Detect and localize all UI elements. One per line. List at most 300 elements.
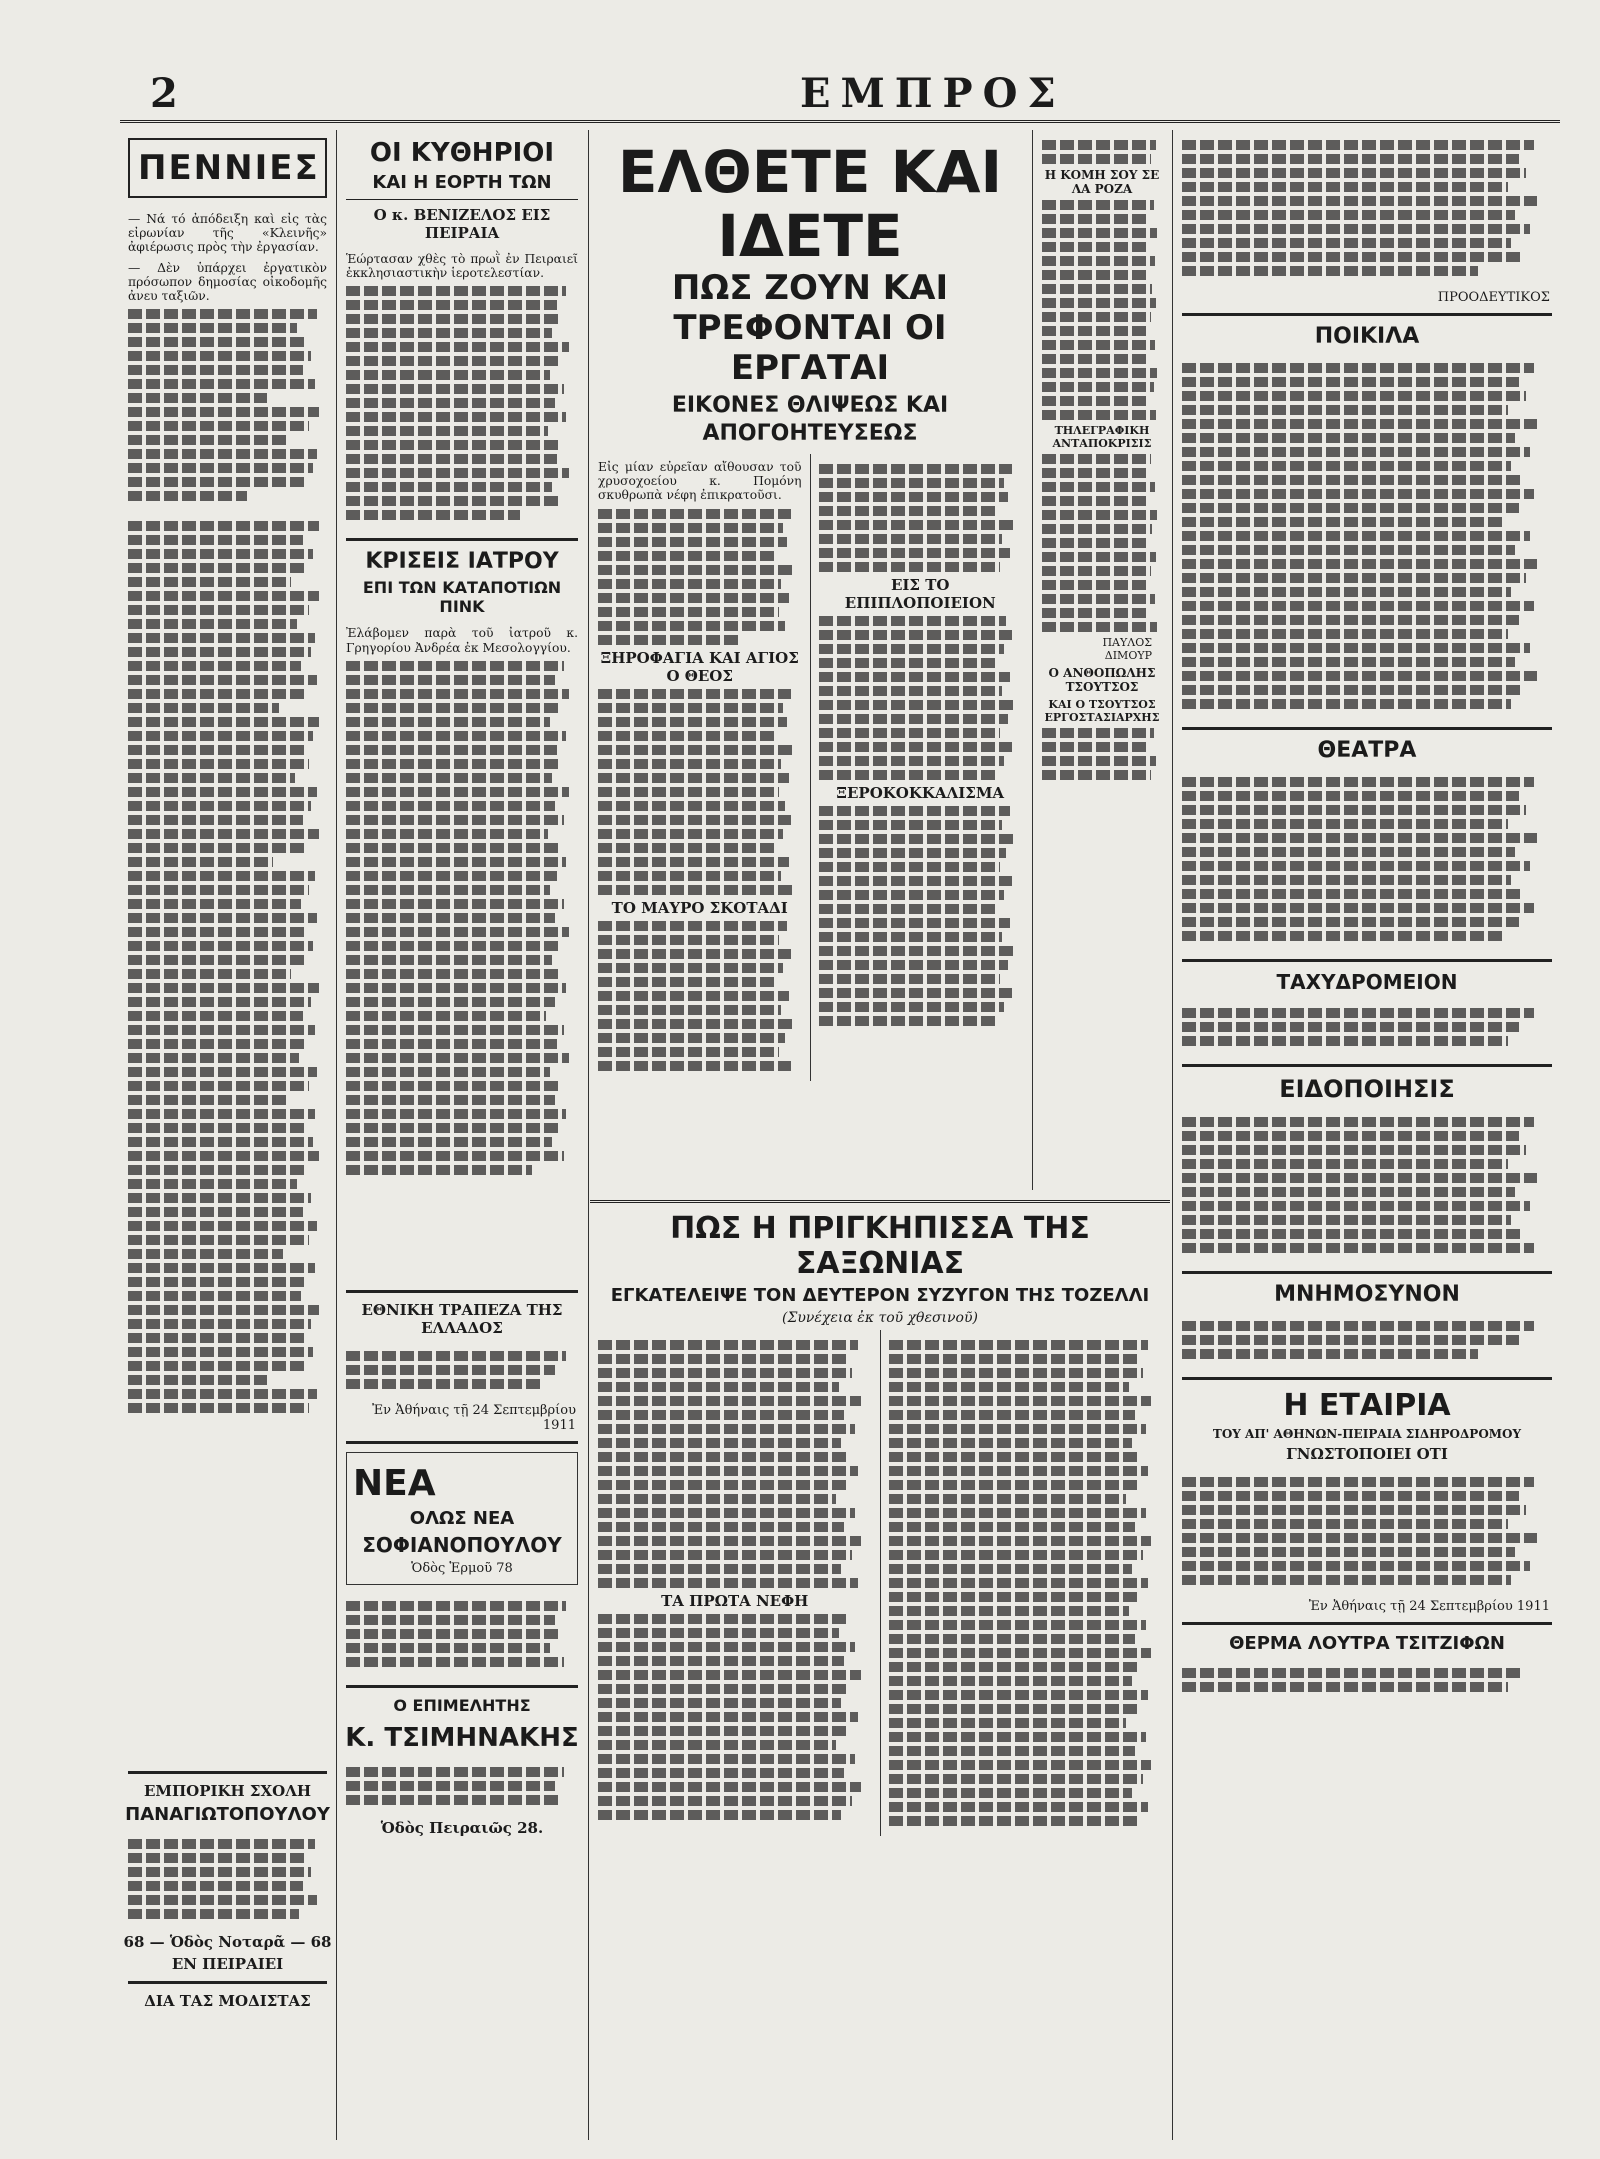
text-line [1182, 1321, 1534, 1331]
text-line [598, 1354, 847, 1364]
text-line [598, 1726, 847, 1736]
venizelos-heading: Ο κ. ΒΕΝΙΖΕΛΟΣ ΕΙΣ ΠΕΙΡΑΙΑ [373, 206, 551, 242]
theatra-heading: ΘΕΑΤΡΑ [1317, 738, 1417, 763]
text-line [346, 1053, 569, 1063]
text-line [1182, 615, 1519, 625]
text-line [1182, 405, 1508, 415]
text-line [598, 1768, 844, 1778]
text-line [128, 1039, 307, 1049]
text-line [819, 974, 1000, 984]
text-line [1182, 917, 1519, 927]
text-line [1042, 728, 1154, 738]
text-line [889, 1536, 1152, 1546]
text-line [1042, 154, 1151, 164]
text-line [1042, 312, 1151, 322]
text-line [889, 1802, 1149, 1812]
text-line [1182, 1505, 1526, 1515]
text-line [128, 1193, 311, 1203]
kythirioi-subheading: ΚΑΙ Η ΕΟΡΤΗ ΤΩΝ [372, 172, 552, 193]
text-line [889, 1396, 1152, 1406]
text-line [598, 1340, 858, 1350]
text-line [1182, 1335, 1519, 1345]
section-heading: ΞΗΡΟΦΑΓΙΑ ΚΑΙ ΑΓΙΟΣ Ο ΘΕΟΣ [600, 648, 799, 685]
text-line [819, 534, 1002, 544]
text-line [346, 412, 566, 422]
text-line [889, 1508, 1146, 1518]
text-line [1042, 608, 1150, 618]
text-line [1042, 496, 1150, 506]
text-line [1182, 475, 1522, 485]
text-line [128, 435, 287, 445]
text-line [1042, 770, 1151, 780]
text-line [819, 834, 1014, 844]
text-line [128, 449, 317, 459]
text-line [1042, 566, 1151, 576]
text-line [819, 960, 1008, 970]
text-line [819, 820, 1002, 830]
text-line [889, 1690, 1149, 1700]
school-heading: ΕΜΠΟΡΙΚΗ ΣΧΟΛΗ [143, 1782, 312, 1801]
text-line [1182, 1131, 1519, 1141]
text-line [128, 731, 313, 741]
text-line [1182, 1243, 1534, 1253]
text-line [1182, 447, 1530, 457]
princess-headline: ΠΩΣ Η ΠΡΙΓΚΗΠΙΣΣΑ ΤΗΣ ΣΑΞΩΝΙΑΣ [670, 1211, 1090, 1281]
text-line [128, 1151, 319, 1161]
text-line [128, 1025, 315, 1035]
paragraph: — Νά τό ἀπόδειξη καὶ εἰς τὰς εἰρωνίαν τῆς «Κλεινῆς» ἀφιέρωσις πρὸς τὴν ἐργασίαν. [128, 212, 327, 255]
text-line [1182, 1477, 1534, 1487]
lead-headline: ΕΛΘΕΤΕ ΚΑΙ ΙΔΕΤΕ [617, 138, 1003, 270]
taxydromeion-text [1174, 998, 1560, 1056]
text-line [346, 885, 550, 895]
text-line [598, 815, 791, 825]
text-line [819, 548, 1010, 558]
text-line [1042, 228, 1157, 238]
text-line [346, 913, 555, 923]
paragraph: Ἐλάβομεν παρὰ τοῦ ἰατροῦ κ. Γρηγορίου Ἀνδρέα ἐκ Μεσολογγίου. [346, 626, 578, 655]
text-line [1182, 1668, 1522, 1678]
masthead [120, 58, 1560, 128]
text-line [598, 1019, 793, 1029]
text-line [128, 1909, 299, 1919]
text-line [346, 1095, 555, 1105]
text-line [346, 482, 552, 492]
divider-rule [346, 1441, 578, 1444]
text-line [598, 1628, 839, 1638]
masthead-rule [120, 120, 1560, 123]
text-line [128, 351, 311, 361]
text-line [346, 1039, 557, 1049]
text-line [1182, 531, 1530, 541]
text-line [819, 848, 1006, 858]
etairia-date: Ἐν Ἀθήναις τῇ 24 Σεπτεμβρίου 1911 [1308, 1599, 1550, 1614]
text-line [1182, 903, 1534, 913]
text-line [346, 440, 562, 450]
text-line [128, 1165, 307, 1175]
lead-columns [590, 454, 1030, 1081]
text-line [889, 1676, 1132, 1686]
text-line [128, 787, 317, 797]
column-divider [588, 130, 589, 2140]
text-line [598, 1740, 836, 1750]
taxydromeion-heading: ΤΑΧΥΔΡΟΜΕΙΟΝ [1276, 970, 1458, 994]
text-line [1182, 1215, 1511, 1225]
text-line [598, 745, 793, 755]
princess-article [590, 1200, 1170, 2143]
text-line [598, 509, 791, 519]
text-line [889, 1424, 1146, 1434]
text-line [889, 1368, 1143, 1378]
text-line [1182, 1008, 1534, 1018]
text-line [1182, 573, 1526, 583]
text-line [128, 1109, 315, 1119]
text-line [1182, 433, 1515, 443]
text-line [1182, 833, 1537, 843]
tsoutsos-heading: Ο ΑΝΘΟΠΩΛΗΣ ΤΣΟΥΤΣΟΣ [1048, 666, 1156, 694]
continuation-note: (Συνέχεια ἐκ τοῦ χθεσινοῦ) [782, 1310, 978, 1326]
text-line [889, 1452, 1141, 1462]
text-line [1182, 168, 1526, 178]
eidopoiisis-text [1174, 1107, 1560, 1263]
text-line [346, 829, 548, 839]
column-1 [120, 130, 335, 2140]
text-line [128, 1895, 317, 1905]
column-2 [338, 130, 586, 2140]
text-line [1182, 601, 1534, 611]
nea-subtitle: ΟΛΩΣ ΝΕΑ [409, 1508, 515, 1530]
text-line [889, 1788, 1132, 1798]
text-line [1042, 326, 1146, 336]
text-line [1042, 454, 1151, 464]
text-line [598, 1410, 844, 1420]
text-line [346, 1795, 559, 1805]
school-name: ΠΑΝΑΓΙΩΤΟΠΟΥΛΟΥ [125, 1804, 330, 1826]
text-line [346, 689, 569, 699]
text-line [128, 1081, 309, 1091]
divider-rule [128, 1981, 327, 1984]
text-line [1182, 1159, 1508, 1169]
text-line [889, 1648, 1152, 1658]
text-line [128, 941, 313, 951]
text-line [1042, 538, 1149, 548]
text-line [346, 286, 566, 296]
text-line [346, 1365, 555, 1375]
text-line [598, 1480, 847, 1490]
text-line [346, 370, 550, 380]
text-line [1182, 1561, 1530, 1571]
text-line [598, 857, 789, 867]
text-line [1182, 931, 1504, 941]
text-line [128, 337, 307, 347]
text-line [128, 1389, 317, 1399]
text-line [128, 759, 309, 769]
text-line [346, 871, 557, 881]
text-line [819, 756, 1004, 766]
text-line [598, 949, 791, 959]
text-line [1182, 819, 1508, 829]
column-6 [1174, 130, 1560, 2140]
text-line [1182, 489, 1534, 499]
text-line [1182, 861, 1530, 871]
text-line [1182, 461, 1511, 471]
text-line [598, 579, 781, 589]
text-line [128, 605, 309, 615]
text-line [598, 787, 779, 797]
divider-rule [1182, 1377, 1552, 1380]
text-line [346, 1165, 532, 1175]
text-line [1182, 1229, 1522, 1239]
text-line [128, 857, 273, 867]
text-line [346, 857, 566, 867]
text-line [128, 1207, 303, 1217]
text-line [819, 464, 1012, 474]
text-line [346, 899, 564, 909]
text-line [128, 745, 305, 755]
text-line [346, 496, 559, 506]
text-line [1182, 847, 1515, 857]
text-line [1182, 182, 1508, 192]
text-line [598, 1368, 852, 1378]
text-line [346, 468, 569, 478]
text-line [128, 1011, 303, 1021]
text-line [889, 1578, 1149, 1588]
text-line [128, 1291, 301, 1301]
kriseis-heading: ΚΡΙΣΕΙΣ ΙΑΤΡΟΥ [365, 549, 559, 575]
text-line [128, 1375, 267, 1385]
text-line [128, 1839, 315, 1849]
text-line [598, 635, 740, 645]
text-line [346, 1379, 543, 1389]
text-line [128, 323, 297, 333]
shop-name: ΣΟΦΙΑΝΟΠΟΥΛΟΥ [362, 1533, 562, 1558]
text-line [598, 935, 779, 945]
text-line [819, 714, 1008, 724]
text-line [1182, 1201, 1530, 1211]
text-line [346, 356, 559, 366]
text-line [346, 300, 557, 310]
text-line [1042, 270, 1149, 280]
text-line [819, 932, 1002, 942]
text-line [598, 1698, 841, 1708]
text-line [346, 801, 555, 811]
text-line [889, 1354, 1138, 1364]
column-5 [1034, 130, 1170, 1190]
column-5-text [1034, 130, 1170, 790]
text-line [128, 1319, 311, 1329]
text-line [1182, 805, 1526, 815]
text-line [128, 815, 303, 825]
text-line [1182, 503, 1519, 513]
text-line [598, 1438, 841, 1448]
text-line [1182, 266, 1478, 276]
text-line [1042, 482, 1155, 492]
text-line [128, 1881, 303, 1891]
column-divider [1172, 130, 1173, 2140]
divider-rule [346, 538, 578, 541]
paragraph: Εἰς μίαν εὐρεῖαν αἴθουσαν τοῦ χρυσοχοείου κ. Πομόνη σκυθρωπὰ νέφη ἐπικρατοῦσι. [598, 460, 802, 503]
text-line [1182, 559, 1537, 569]
text-line [346, 1137, 552, 1147]
text-line [1182, 1491, 1519, 1501]
text-line [1182, 1145, 1526, 1155]
text-line [128, 997, 311, 1007]
text-line [346, 1629, 562, 1639]
text-line [819, 506, 998, 516]
text-line [1182, 1519, 1508, 1529]
text-line [598, 1656, 844, 1666]
text-line [128, 477, 305, 487]
divider-rule [346, 1685, 578, 1688]
text-line [598, 523, 783, 533]
text-line [1182, 377, 1519, 387]
text-line [819, 806, 1010, 816]
text-line [819, 862, 1000, 872]
column-divider [1032, 130, 1033, 1190]
princess-col-b [881, 1330, 1171, 1836]
modistes-heading: ΔΙΑ ΤΑΣ ΜΟΔΙΣΤΑΣ [144, 1992, 311, 2011]
text-line [598, 921, 787, 931]
text-line [128, 675, 317, 685]
rule [346, 199, 578, 200]
text-line [819, 946, 1014, 956]
text-line [598, 607, 779, 617]
text-line [819, 520, 1014, 530]
text-line [1182, 1575, 1511, 1585]
text-line [889, 1480, 1138, 1490]
text-line [889, 1340, 1149, 1350]
roza-heading: Η ΚΟΜΗ ΣΟΥ ΣΕ ΛΑ ΡΟΖΑ [1044, 168, 1160, 196]
text-line [128, 955, 307, 965]
princess-columns [590, 1330, 1170, 1836]
text-line [128, 577, 291, 587]
doctor-text [338, 1757, 586, 1815]
column-1-text [120, 206, 335, 511]
telegraph-heading: ΤΗΛΕΓΡΑΦΙΚΗ ΑΝΤΑΠΟΚΡΙΣΙΣ [1052, 424, 1152, 450]
text-line [1182, 1022, 1519, 1032]
text-line [598, 1494, 836, 1504]
text-line [346, 1601, 566, 1611]
pennies-box [128, 138, 327, 198]
text-line [346, 314, 562, 324]
text-line [1042, 354, 1150, 364]
text-line [1042, 242, 1150, 252]
lead-deck: ΕΙΚΟΝΕΣ ΘΛΙΨΕΩΣ ΚΑΙ ΑΠΟΓΟΗΤΕΥΣΕΩΣ [671, 393, 949, 446]
text-line [1042, 756, 1156, 766]
princess-col-a [590, 1330, 880, 1836]
text-line [128, 689, 307, 699]
text-line [1042, 340, 1155, 350]
text-line [128, 1305, 319, 1315]
text-line [598, 843, 775, 853]
text-line [598, 593, 789, 603]
text-line [819, 672, 1010, 682]
text-line [1182, 140, 1534, 150]
text-line [1042, 298, 1156, 308]
text-line [128, 535, 303, 545]
text-line [1042, 552, 1156, 562]
rent-notices [338, 1591, 586, 1677]
text-line [346, 1351, 566, 1361]
text-line [819, 742, 1012, 752]
text-line [128, 407, 319, 417]
text-line [1042, 396, 1149, 406]
text-line [889, 1732, 1146, 1742]
text-line [128, 829, 319, 839]
paragraph: Ἑώρτασαν χθὲς τὸ πρωῒ ἐν Πειραιεῖ ἐκκλησιαστικὴν ἱεροτελεστίαν. [346, 252, 578, 281]
nea-ad [346, 1452, 578, 1585]
loutra-heading: ΘΕΡΜΑ ΛΟΥΤΡΑ ΤΣΙΤΖΙΦΩΝ [1229, 1633, 1505, 1654]
text-line [1182, 391, 1526, 401]
poikila-heading: ΠΟΙΚΙΛΑ [1314, 324, 1420, 349]
text-line [819, 700, 1014, 710]
mnimosynon-heading: ΜΝΗΜΟΣΥΝΟΝ [1274, 1282, 1460, 1307]
text-line [346, 510, 520, 520]
text-line [889, 1606, 1130, 1616]
text-line [889, 1816, 1138, 1826]
text-line [598, 829, 783, 839]
kythirioi-heading: ΟΙ ΚΥΘΗΡΙΟΙ [369, 138, 555, 168]
text-line [1182, 1547, 1515, 1557]
text-line [128, 619, 297, 629]
text-line [598, 537, 787, 547]
text-line [1042, 284, 1152, 294]
section-heading: ΞΕΡΟΚΟΚΚΑΛΙΣΜΑ [836, 784, 1005, 802]
text-line [819, 478, 1004, 488]
text-line [1042, 468, 1148, 478]
text-line [598, 1061, 791, 1071]
text-line [128, 647, 311, 657]
text-line [598, 1536, 861, 1546]
text-line [598, 621, 785, 631]
progressive-signature: ΠΡΟΟΔΕΥΤΙΚΟΣ [1437, 290, 1550, 305]
text-line [598, 1466, 858, 1476]
text-line [598, 1810, 841, 1820]
text-line [598, 1424, 855, 1434]
text-line [128, 1221, 317, 1231]
text-line [889, 1410, 1135, 1420]
lead-subheadline: ΠΩΣ ΖΟΥΝ ΚΑΙ ΤΡΕΦΟΝΤΑΙ ΟΙ ΕΡΓΑΤΑΙ [671, 268, 949, 388]
text-line [1182, 545, 1515, 555]
text-line [346, 983, 566, 993]
text-line [128, 843, 307, 853]
mnimosynon-text [1174, 1311, 1560, 1369]
princess-subheadline: ΕΓΚΑΤΕΛΕΙΨΕ ΤΟΝ ΔΕΥΤΕΡΟΝ ΣΥΖΥΓΟΝ ΤΗΣ ΤΟΖΕΛΛΙ [610, 1285, 1150, 1306]
text-line [819, 686, 1002, 696]
text-line [346, 1643, 550, 1653]
text-line [128, 421, 309, 431]
text-line [346, 675, 555, 685]
text-line [1182, 1349, 1478, 1359]
text-line [346, 745, 557, 755]
bank-text [338, 1341, 586, 1399]
text-line [128, 1123, 305, 1133]
text-line [128, 1333, 305, 1343]
text-line [598, 1564, 841, 1574]
page-number: 2 [150, 70, 178, 117]
gnostopoiei-heading: ΓΝΩΣΤΟΠΟΙΕΙ ΟΤΙ [1286, 1445, 1448, 1463]
column-6-top-text [1174, 130, 1560, 286]
text-line [346, 927, 569, 937]
text-line [1182, 643, 1530, 653]
text-line [1042, 580, 1146, 590]
text-line [598, 801, 785, 811]
text-line [128, 1277, 307, 1287]
text-line [128, 309, 317, 319]
text-line [128, 899, 301, 909]
text-line [598, 1642, 855, 1652]
text-line [1042, 200, 1154, 210]
